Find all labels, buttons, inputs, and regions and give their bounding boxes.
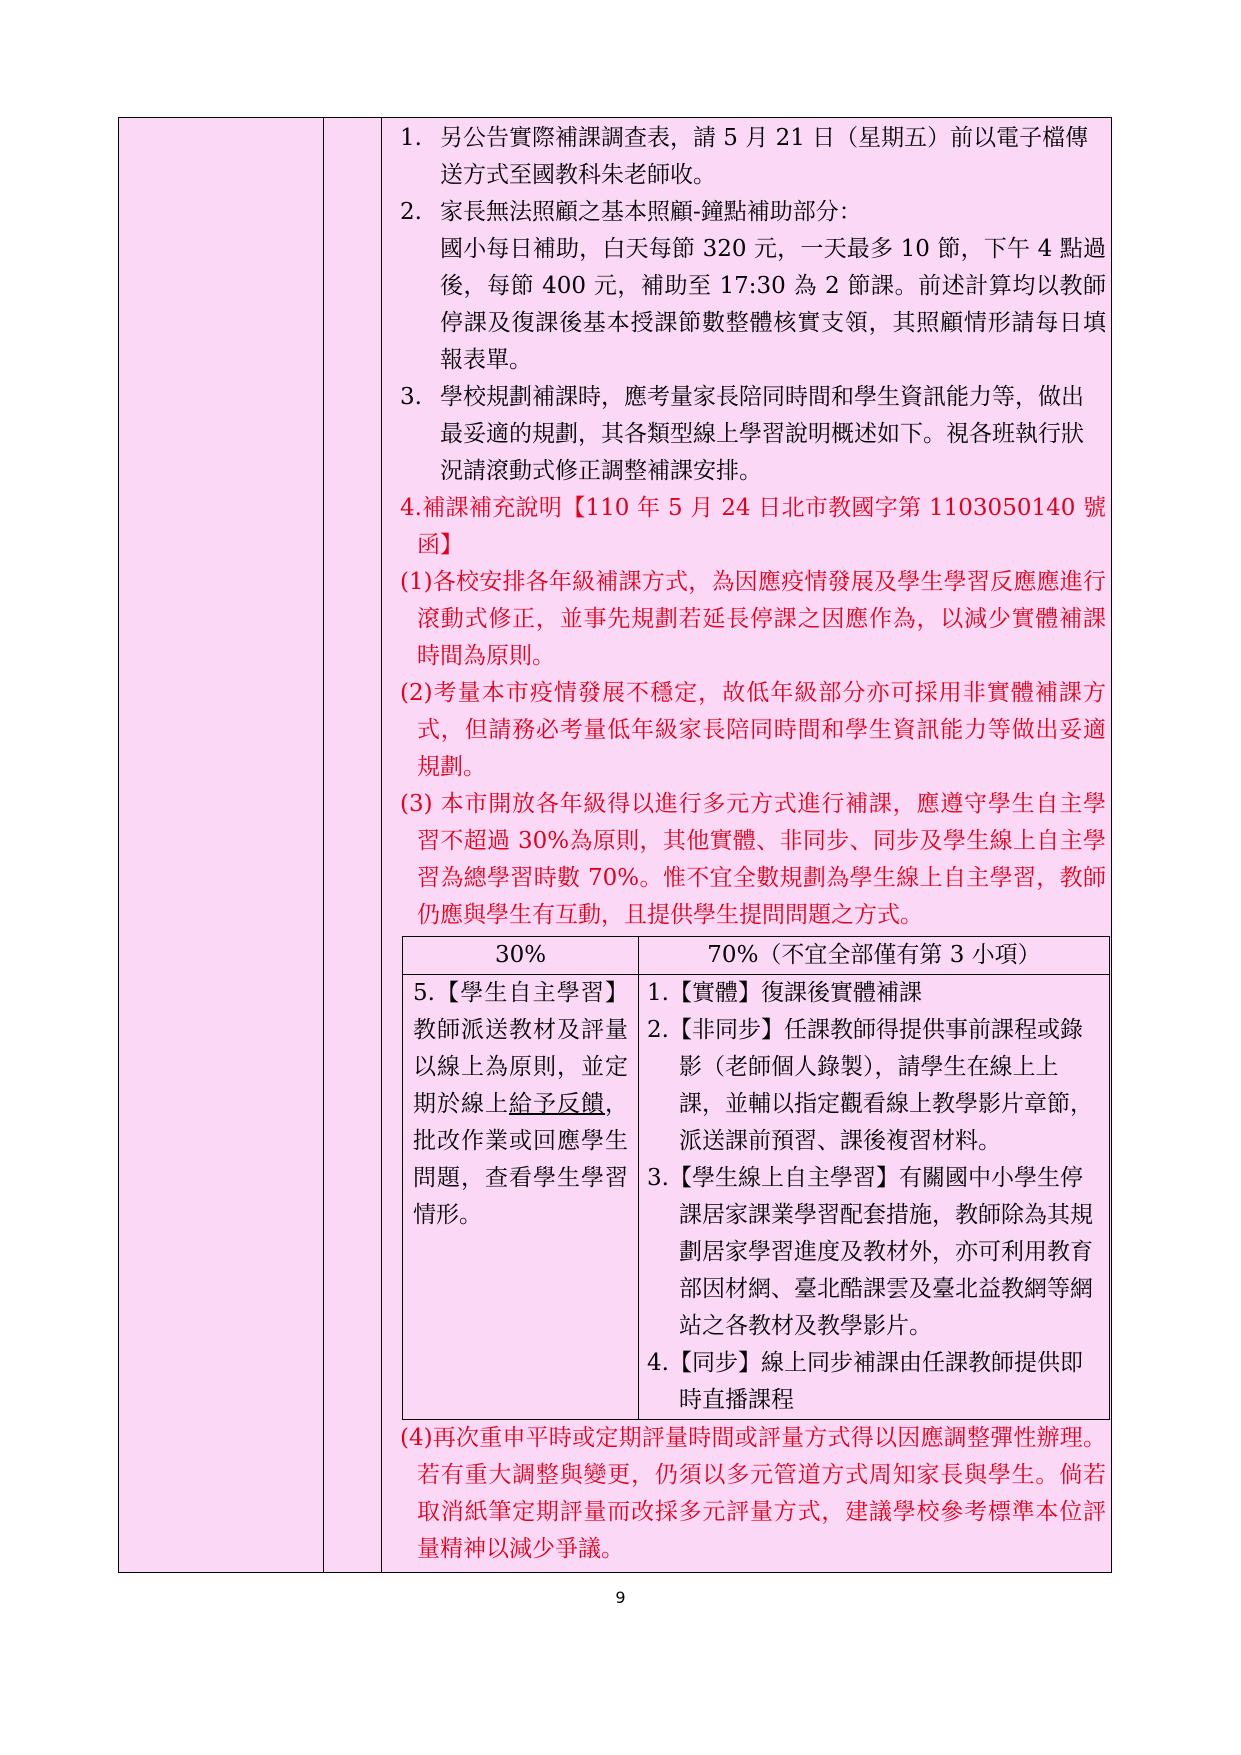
note-4-para-2: (2)考量本市疫情發展不穩定，故低年級部分亦可採用非實體補課方式，但請務必考量低年級家長陪同時間和學生資訊能力等做出妥適規劃。 <box>400 680 1106 780</box>
note-4-para-3: (3) 本市開放各年級得以進行多元方式進行補課，應遵守學生自主學習不超過 30%為原則，其他實體、非同步、同步及學生線上自主學習為總學習時數 70%。惟不宜全數規劃為學生線上自主學習，教師仍應與學生有互動，且提供學生提問問題之方式。 <box>400 791 1106 928</box>
mode-item-1: 1.【實體】復課後實體補課 <box>647 980 922 1006</box>
learning-mode-table <box>402 936 1110 1420</box>
note-4-title: 4.補課補充說明【110 年 5 月 24 日北市教國字第 1103050140 號函】 <box>400 495 1106 558</box>
list-item-2-detail: 國小每日補助，白天每節 320 元，一天最多 10 節，下午 4 點過後，每節 400 元，補助至 17:30 為 2 節課。前述計算均以教師停課及復課後基本授課節數整體核實支領，其照顧情形請每日填報表單。 <box>440 236 1106 373</box>
mode-item-4: 4.【同步】線上同步補課由任課教師提供即時直播課程 <box>647 1350 1083 1413</box>
list-item-1: 1. 另公告實際補課調查表，請 5 月 21 日（星期五）前以電子檔傳送方式至國教科朱老師收。 <box>400 125 1089 188</box>
table-header-right: 70%（不宜全部僅有第 3 小項） <box>639 937 1110 975</box>
underlined-feedback: 給予反饋 <box>509 1091 605 1117</box>
list-item-2: 2. 家長無法照顧之基本照顧-鐘點補助部分： <box>400 199 862 225</box>
mode-item-3: 3.【學生線上自主學習】有關國中小學生停課居家課業學習配套措施，教師除為其規劃居家學習進度及教材外，亦可利用教育部因材網、臺北酷課雲及臺北益教網等網站之各教材及教學影片。 <box>647 1165 1093 1339</box>
column-divider-1 <box>323 118 324 1572</box>
column-divider-2 <box>381 118 382 1572</box>
page-number: 9 <box>615 1588 626 1607</box>
mode-item-2: 2.【非同步】任課教師得提供事前課程或錄影（老師個人錄製），請學生在線上上課，並輔以指定觀看線上教學影片章節，派送課前預習、課後複習材料。 <box>647 1017 1093 1154</box>
content-column <box>400 120 1106 1568</box>
table-row <box>403 975 1110 1420</box>
self-study-cell: 5.【學生自主學習】教師派送教材及評量以線上為原則，並定期於線上給予反饋，批改作業或回應學生問題，查看學生學習情形。 <box>403 975 639 1420</box>
table-header-row <box>403 937 1110 975</box>
modes-cell <box>639 975 1110 1420</box>
table-header-left: 30% <box>403 937 639 975</box>
note-4-para-4: (4)再次重申平時或定期評量時間或評量方式得以因應調整彈性辦理。若有重大調整與變更，仍須以多元管道方式周知家長與學生。倘若取消紙筆定期評量而改採多元評量方式，建議學校參考標準本位評量精神以減少爭議。 <box>400 1425 1106 1562</box>
list-item-3: 3. 學校規劃補課時，應考量家長陪同時間和學生資訊能力等，做出最妥適的規劃，其各類型線上學習說明概述如下。視各班執行狀況請滾動式修正調整補課安排。 <box>400 384 1084 484</box>
note-4-para-1: (1)各校安排各年級補課方式，為因應疫情發展及學生學習反應應進行滾動式修正，並事先規劃若延長停課之因應作為，以減少實體補課時間為原則。 <box>400 569 1106 669</box>
